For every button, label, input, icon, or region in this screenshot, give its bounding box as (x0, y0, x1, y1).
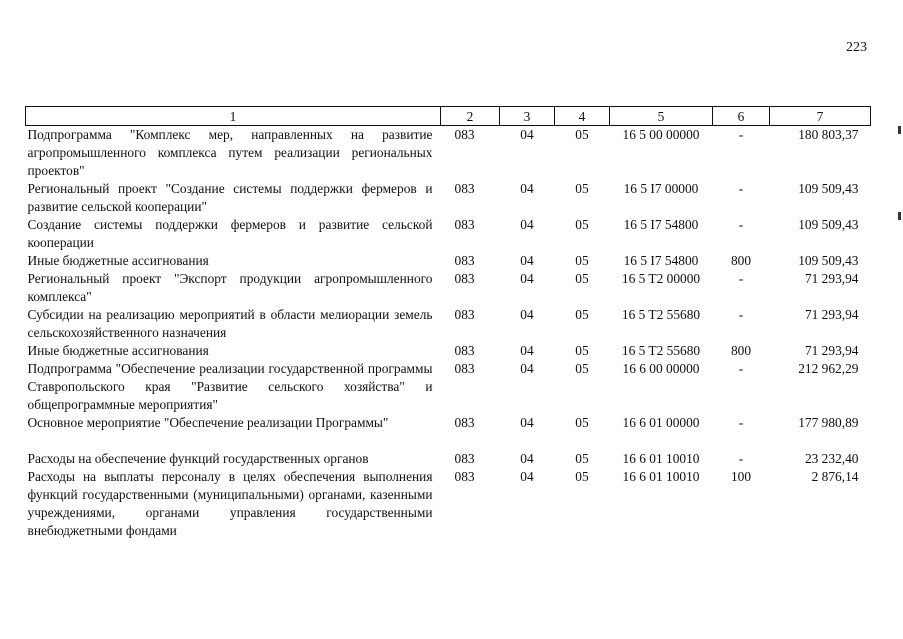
row-expense-type: 800 (730, 253, 752, 268)
row-target-code: 16 5 T2 55680 (621, 343, 701, 358)
table-row (26, 126, 871, 181)
row-name: Создание системы поддержки фермеров и развитие сельской кооперации (27, 217, 433, 250)
row-amount: 23 232,40 (804, 451, 859, 466)
row-target-code: 16 6 00 00000 (622, 361, 700, 376)
row-amount: 109 509,43 (798, 217, 859, 232)
row-amount: 177 980,89 (798, 415, 859, 430)
row-expense-type: - (738, 217, 744, 232)
row-name: Подпрограмма "Обеспечение реализации государственной программы Ставропольского края "Развитие сельского хозяйства" и общепрограммные мероприятия" (27, 361, 433, 412)
row-name: Субсидии на реализацию мероприятий в области мелиорации земель сельскохозяйственного назначения (27, 307, 433, 340)
header-col-6: 6 (713, 107, 770, 126)
row-amount: 109 509,43 (798, 181, 859, 196)
row-subsection: 05 (575, 361, 589, 376)
row-section: 04 (520, 271, 534, 286)
row-section: 04 (520, 127, 534, 142)
row-target-code: 16 6 01 10010 (622, 451, 700, 466)
row-expense-type: - (738, 181, 744, 196)
row-name: Подпрограмма "Комплекс мер, направленных на развитие агропромышленного комплекса путем реализации региональных проектов" (27, 127, 433, 178)
table-row (26, 216, 871, 252)
row-ministry-code: 083 (454, 271, 475, 286)
row-subsection: 05 (575, 217, 589, 232)
row-section: 04 (520, 253, 534, 268)
row-subsection: 05 (575, 253, 589, 268)
row-expense-type: - (738, 271, 744, 286)
row-section: 04 (520, 415, 534, 430)
row-name: Иные бюджетные ассигнования (27, 253, 209, 268)
row-name: Иные бюджетные ассигнования (27, 343, 209, 358)
row-target-code: 16 5 I7 54800 (623, 217, 699, 232)
header-col-5: 5 (610, 107, 713, 126)
row-ministry-code: 083 (454, 217, 475, 232)
row-section: 04 (520, 343, 534, 358)
row-expense-type: - (738, 451, 744, 466)
row-section: 04 (520, 181, 534, 196)
row-expense-type: 800 (730, 343, 752, 358)
row-subsection: 05 (575, 127, 589, 142)
row-ministry-code: 083 (454, 415, 475, 430)
row-target-code: 16 5 I7 00000 (623, 181, 699, 196)
table-row (26, 468, 871, 540)
scan-edge-mark (898, 126, 901, 134)
row-name: Региональный проект "Экспорт продукции агропромышленного комплекса" (27, 271, 433, 304)
row-expense-type: 100 (730, 469, 752, 484)
row-section: 04 (520, 469, 534, 484)
header-col-2: 2 (441, 107, 500, 126)
row-subsection: 05 (575, 415, 589, 430)
row-ministry-code: 083 (454, 361, 475, 376)
row-target-code: 16 6 01 00000 (622, 415, 700, 430)
table-row (26, 270, 871, 306)
row-name: Расходы на обеспечение функций государственных органов (27, 451, 369, 466)
row-ministry-code: 083 (454, 127, 475, 142)
row-target-code: 16 5 T2 55680 (621, 307, 701, 322)
table-row (26, 306, 871, 342)
row-section: 04 (520, 307, 534, 322)
table-row (26, 414, 871, 450)
row-subsection: 05 (575, 469, 589, 484)
row-ministry-code: 083 (454, 469, 475, 484)
table-row (26, 342, 871, 360)
page-number: 223 (846, 40, 867, 55)
row-section: 04 (520, 451, 534, 466)
row-ministry-code: 083 (454, 343, 475, 358)
table-row (26, 450, 871, 468)
budget-table-container (25, 106, 870, 540)
budget-table (25, 106, 871, 540)
row-name: Региональный проект "Создание системы поддержки фермеров и развитие сельской кооперации" (27, 181, 433, 214)
row-ministry-code: 083 (454, 451, 475, 466)
row-target-code: 16 5 00 00000 (622, 127, 700, 142)
row-target-code: 16 5 T2 00000 (621, 271, 701, 286)
row-expense-type: - (738, 127, 744, 142)
row-subsection: 05 (575, 307, 589, 322)
row-ministry-code: 083 (454, 307, 475, 322)
row-amount: 2 876,14 (811, 469, 859, 484)
row-target-code: 16 5 I7 54800 (623, 253, 699, 268)
row-ministry-code: 083 (454, 253, 475, 268)
row-subsection: 05 (575, 271, 589, 286)
row-ministry-code: 083 (454, 181, 475, 196)
row-expense-type: - (738, 361, 744, 376)
row-expense-type: - (738, 415, 744, 430)
table-row (26, 360, 871, 414)
row-name: Основное мероприятие "Обеспечение реализации Программы" (27, 415, 389, 430)
header-col-4: 4 (555, 107, 610, 126)
row-subsection: 05 (575, 343, 589, 358)
row-name: Расходы на выплаты персоналу в целях обеспечения выполнения функций государственными (муниципальными) органами, казенными учреждениями, органами управления государственными внебюджетными фондами (27, 469, 433, 538)
table-row (26, 180, 871, 216)
row-section: 04 (520, 217, 534, 232)
row-expense-type: - (738, 307, 744, 322)
header-col-3: 3 (500, 107, 555, 126)
row-amount: 71 293,94 (804, 307, 859, 322)
header-col-7: 7 (770, 107, 871, 126)
row-section: 04 (520, 361, 534, 376)
row-amount: 212 962,29 (798, 361, 859, 376)
row-amount: 71 293,94 (804, 271, 859, 286)
table-row (26, 252, 871, 270)
row-amount: 71 293,94 (804, 343, 859, 358)
row-amount: 180 803,37 (798, 127, 859, 142)
row-subsection: 05 (575, 451, 589, 466)
scan-edge-mark (898, 212, 901, 220)
header-col-1: 1 (26, 107, 441, 126)
row-amount: 109 509,43 (798, 253, 859, 268)
row-subsection: 05 (575, 181, 589, 196)
header-row (26, 107, 871, 126)
row-target-code: 16 6 01 10010 (622, 469, 700, 484)
